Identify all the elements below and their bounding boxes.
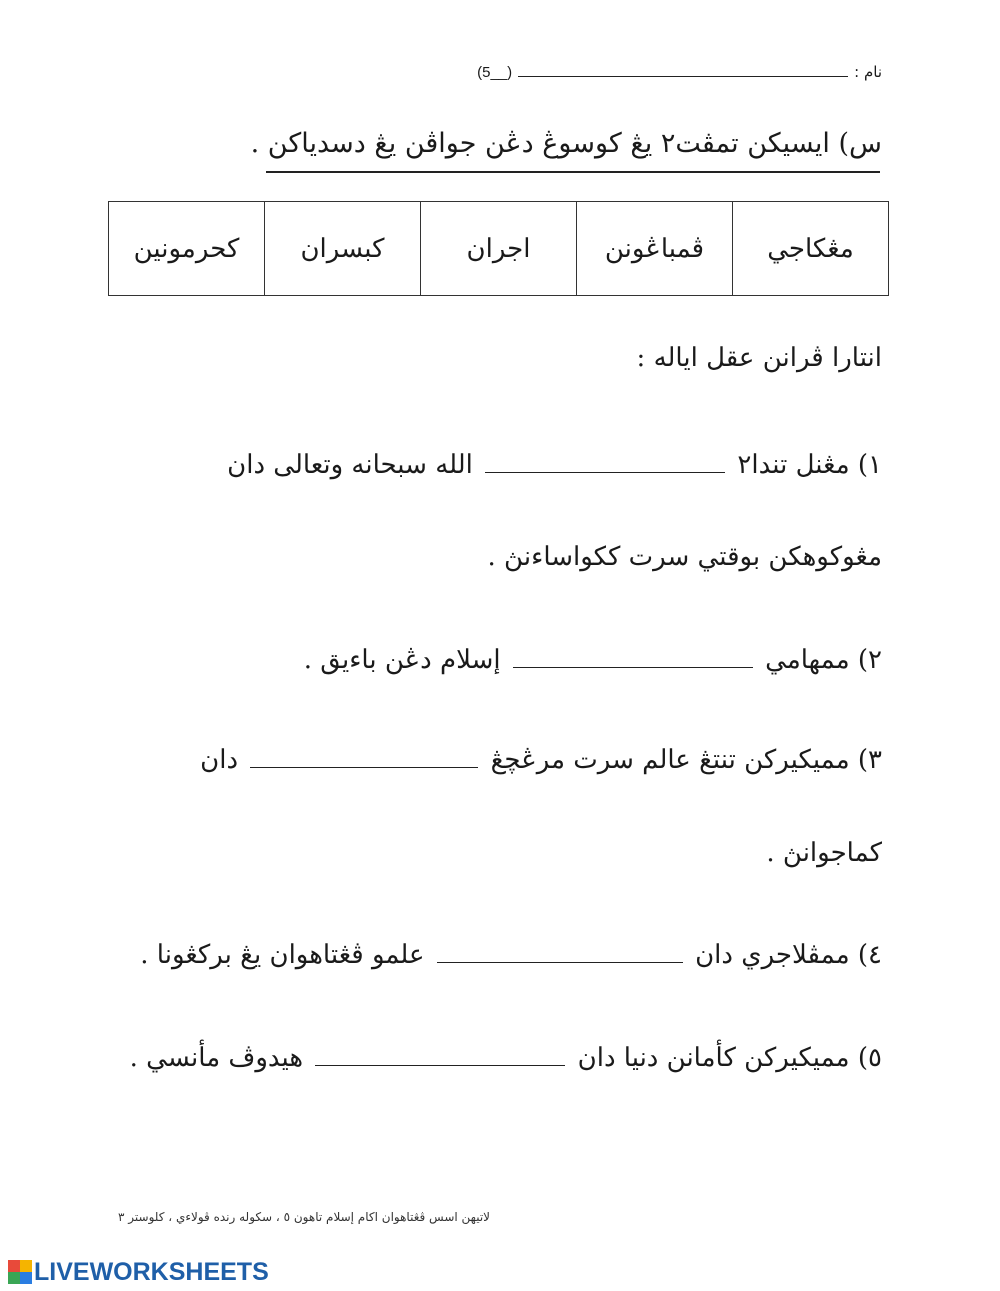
brand-text: LIVEWORKSHEETS: [34, 1257, 269, 1286]
item-1: [227, 450, 882, 480]
word-bank-cell: كحرمونين: [109, 202, 265, 296]
name-row: [477, 62, 882, 81]
logo-square-yellow: [20, 1260, 32, 1272]
item-4: [140, 940, 882, 970]
item-5-text-b: هيدوڤ مأنسي .: [129, 1043, 304, 1073]
name-label: نام :: [854, 63, 882, 81]
item-1-blank[interactable]: [485, 450, 725, 473]
score-label: (__5): [477, 64, 513, 81]
item-1-text-b: الله سبحانه وتعالى دان: [227, 450, 473, 480]
name-field[interactable]: [518, 62, 848, 77]
word-bank-table: [108, 201, 889, 296]
item-1-text-a: ١) مڠنل تندا٢: [737, 450, 882, 480]
word-bank-cell: مڠكاجي: [733, 202, 889, 296]
instruction: انتارا ڤرانن عقل اياله :: [636, 343, 882, 373]
item-5: [130, 1043, 882, 1073]
item-5-blank[interactable]: [315, 1043, 565, 1066]
item-2: [304, 645, 882, 675]
question-heading: س) ايسيكن تمڤت٢ يڠ كوسوڠ دڠن جواڤن يڠ دسدياكن .: [250, 128, 882, 159]
logo-square-green: [8, 1272, 20, 1284]
item-1-continuation: مڠوكوهكن بوقتي سرت ككواساءنڽ .: [487, 542, 882, 572]
item-3-continuation: كماجوانڽ .: [766, 838, 882, 868]
liveworksheets-logo-icon: [8, 1260, 32, 1284]
question-underline: [266, 171, 880, 173]
item-5-text-a: ٥) مميكيركن كأمانن دنيا دان: [577, 1043, 882, 1073]
liveworksheets-brand[interactable]: [8, 1257, 269, 1287]
item-3-text-b: دان: [200, 745, 239, 775]
item-2-text-b: إسلام دڠن باءيق .: [303, 645, 501, 675]
word-bank-cell: ڤمباڠونن: [577, 202, 733, 296]
item-3: [200, 745, 882, 775]
item-2-blank[interactable]: [513, 645, 753, 668]
item-3-text-a: ٣) مميكيركن تنتڠ عالم سرت مرڠچڠ: [490, 745, 882, 775]
item-4-text-b: علمو ڤڠتاهوان يڠ بركڠونا .: [140, 940, 425, 970]
item-4-blank[interactable]: [437, 940, 683, 963]
word-bank-cell: اجران: [421, 202, 577, 296]
footer-note: لاتيهن اسس ڤڠتاهوان اكام إسلام تاهون ٥ ، سكوله رنده ڤولاءي ، كلوستر ٣: [118, 1210, 491, 1224]
item-4-text-a: ٤) ممڤلاجري دان: [695, 940, 882, 970]
logo-square-red: [8, 1260, 20, 1272]
logo-square-blue: [20, 1272, 32, 1284]
item-2-text-a: ٢) ممهامي: [765, 645, 882, 675]
word-bank-cell: كبسران: [265, 202, 421, 296]
item-3-blank[interactable]: [250, 745, 478, 768]
